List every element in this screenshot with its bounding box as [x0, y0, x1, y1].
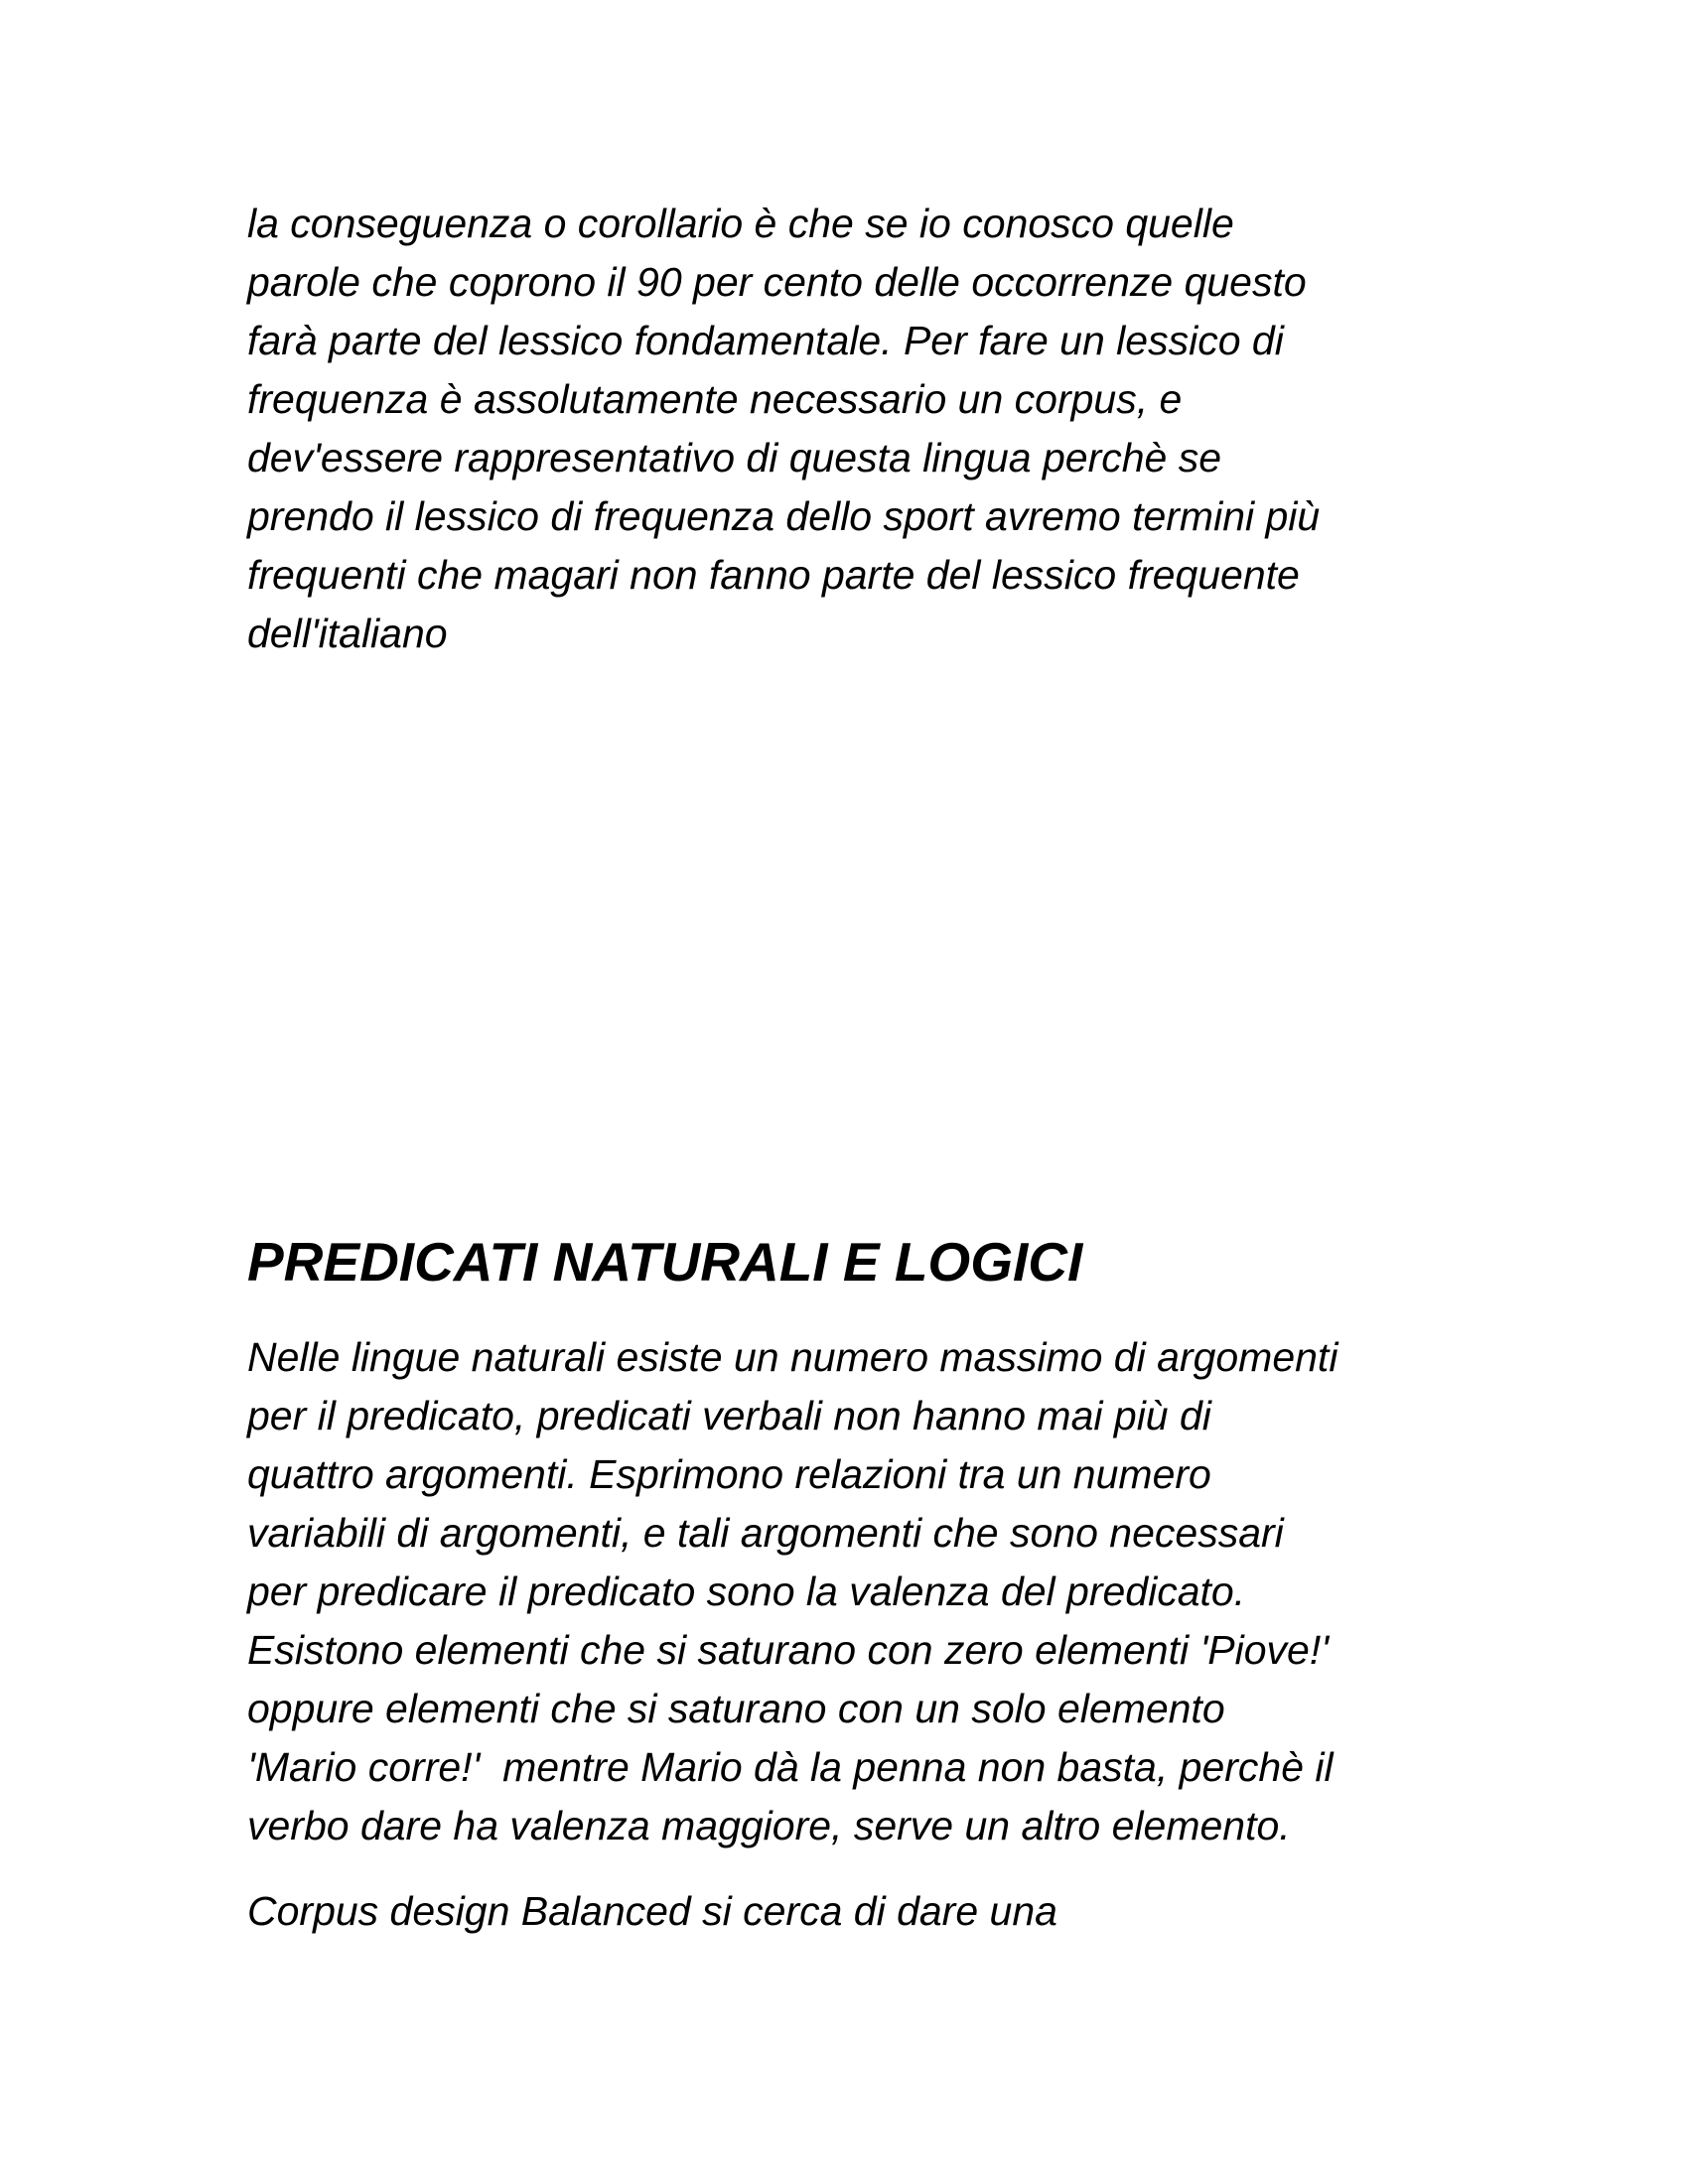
text-line: Esistono elementi che si saturano con zero elementi 'Piove!' [247, 1627, 1330, 1673]
section-heading: PREDICATI NATURALI E LOGICI [247, 1231, 1083, 1293]
text-line: farà parte del lessico fondamentale. Per fare un lessico di [247, 318, 1284, 363]
text-line: Nelle lingue naturali esiste un numero massimo di argomenti [247, 1334, 1338, 1380]
text-line: dev'essere rappresentativo di questa lingua perchè se [247, 435, 1222, 480]
text-line: 'Mario corre!' mentre Mario dà la penna non basta, perchè il [247, 1744, 1334, 1790]
text-line: la conseguenza o corollario è che se io conosco quelle [247, 201, 1234, 246]
text-line: verbo dare ha valenza maggiore, serve un altro elemento. [247, 1803, 1291, 1848]
text-line: prendo il lessico di frequenza dello sport avremo termini più [247, 493, 1321, 539]
paragraph-frequency-lexicon [247, 195, 1488, 663]
text-line: per il predicato, predicati verbali non hanno mai più di [247, 1393, 1211, 1438]
paragraph-predicates [247, 1328, 1488, 1855]
text-line: frequenti che magari non fanno parte del lessico frequente [247, 552, 1300, 598]
paragraph-corpus-design [247, 1882, 1488, 1941]
text-line: parole che coprono il 90 per cento delle occorrenze questo [247, 259, 1307, 305]
text-line: quattro argomenti. Esprimono relazioni tra un numero [247, 1451, 1211, 1497]
text-line: Corpus design Balanced si cerca di dare una [247, 1888, 1057, 1934]
text-line: oppure elementi che si saturano con un solo elemento [247, 1686, 1225, 1731]
text-line: per predicare il predicato sono la valenza del predicato. [247, 1569, 1246, 1614]
text-line: frequenza è assolutamente necessario un corpus, e [247, 376, 1183, 422]
text-line: dell'italiano [247, 611, 448, 656]
text-line: variabili di argomenti, e tali argomenti che sono necessari [247, 1510, 1284, 1556]
